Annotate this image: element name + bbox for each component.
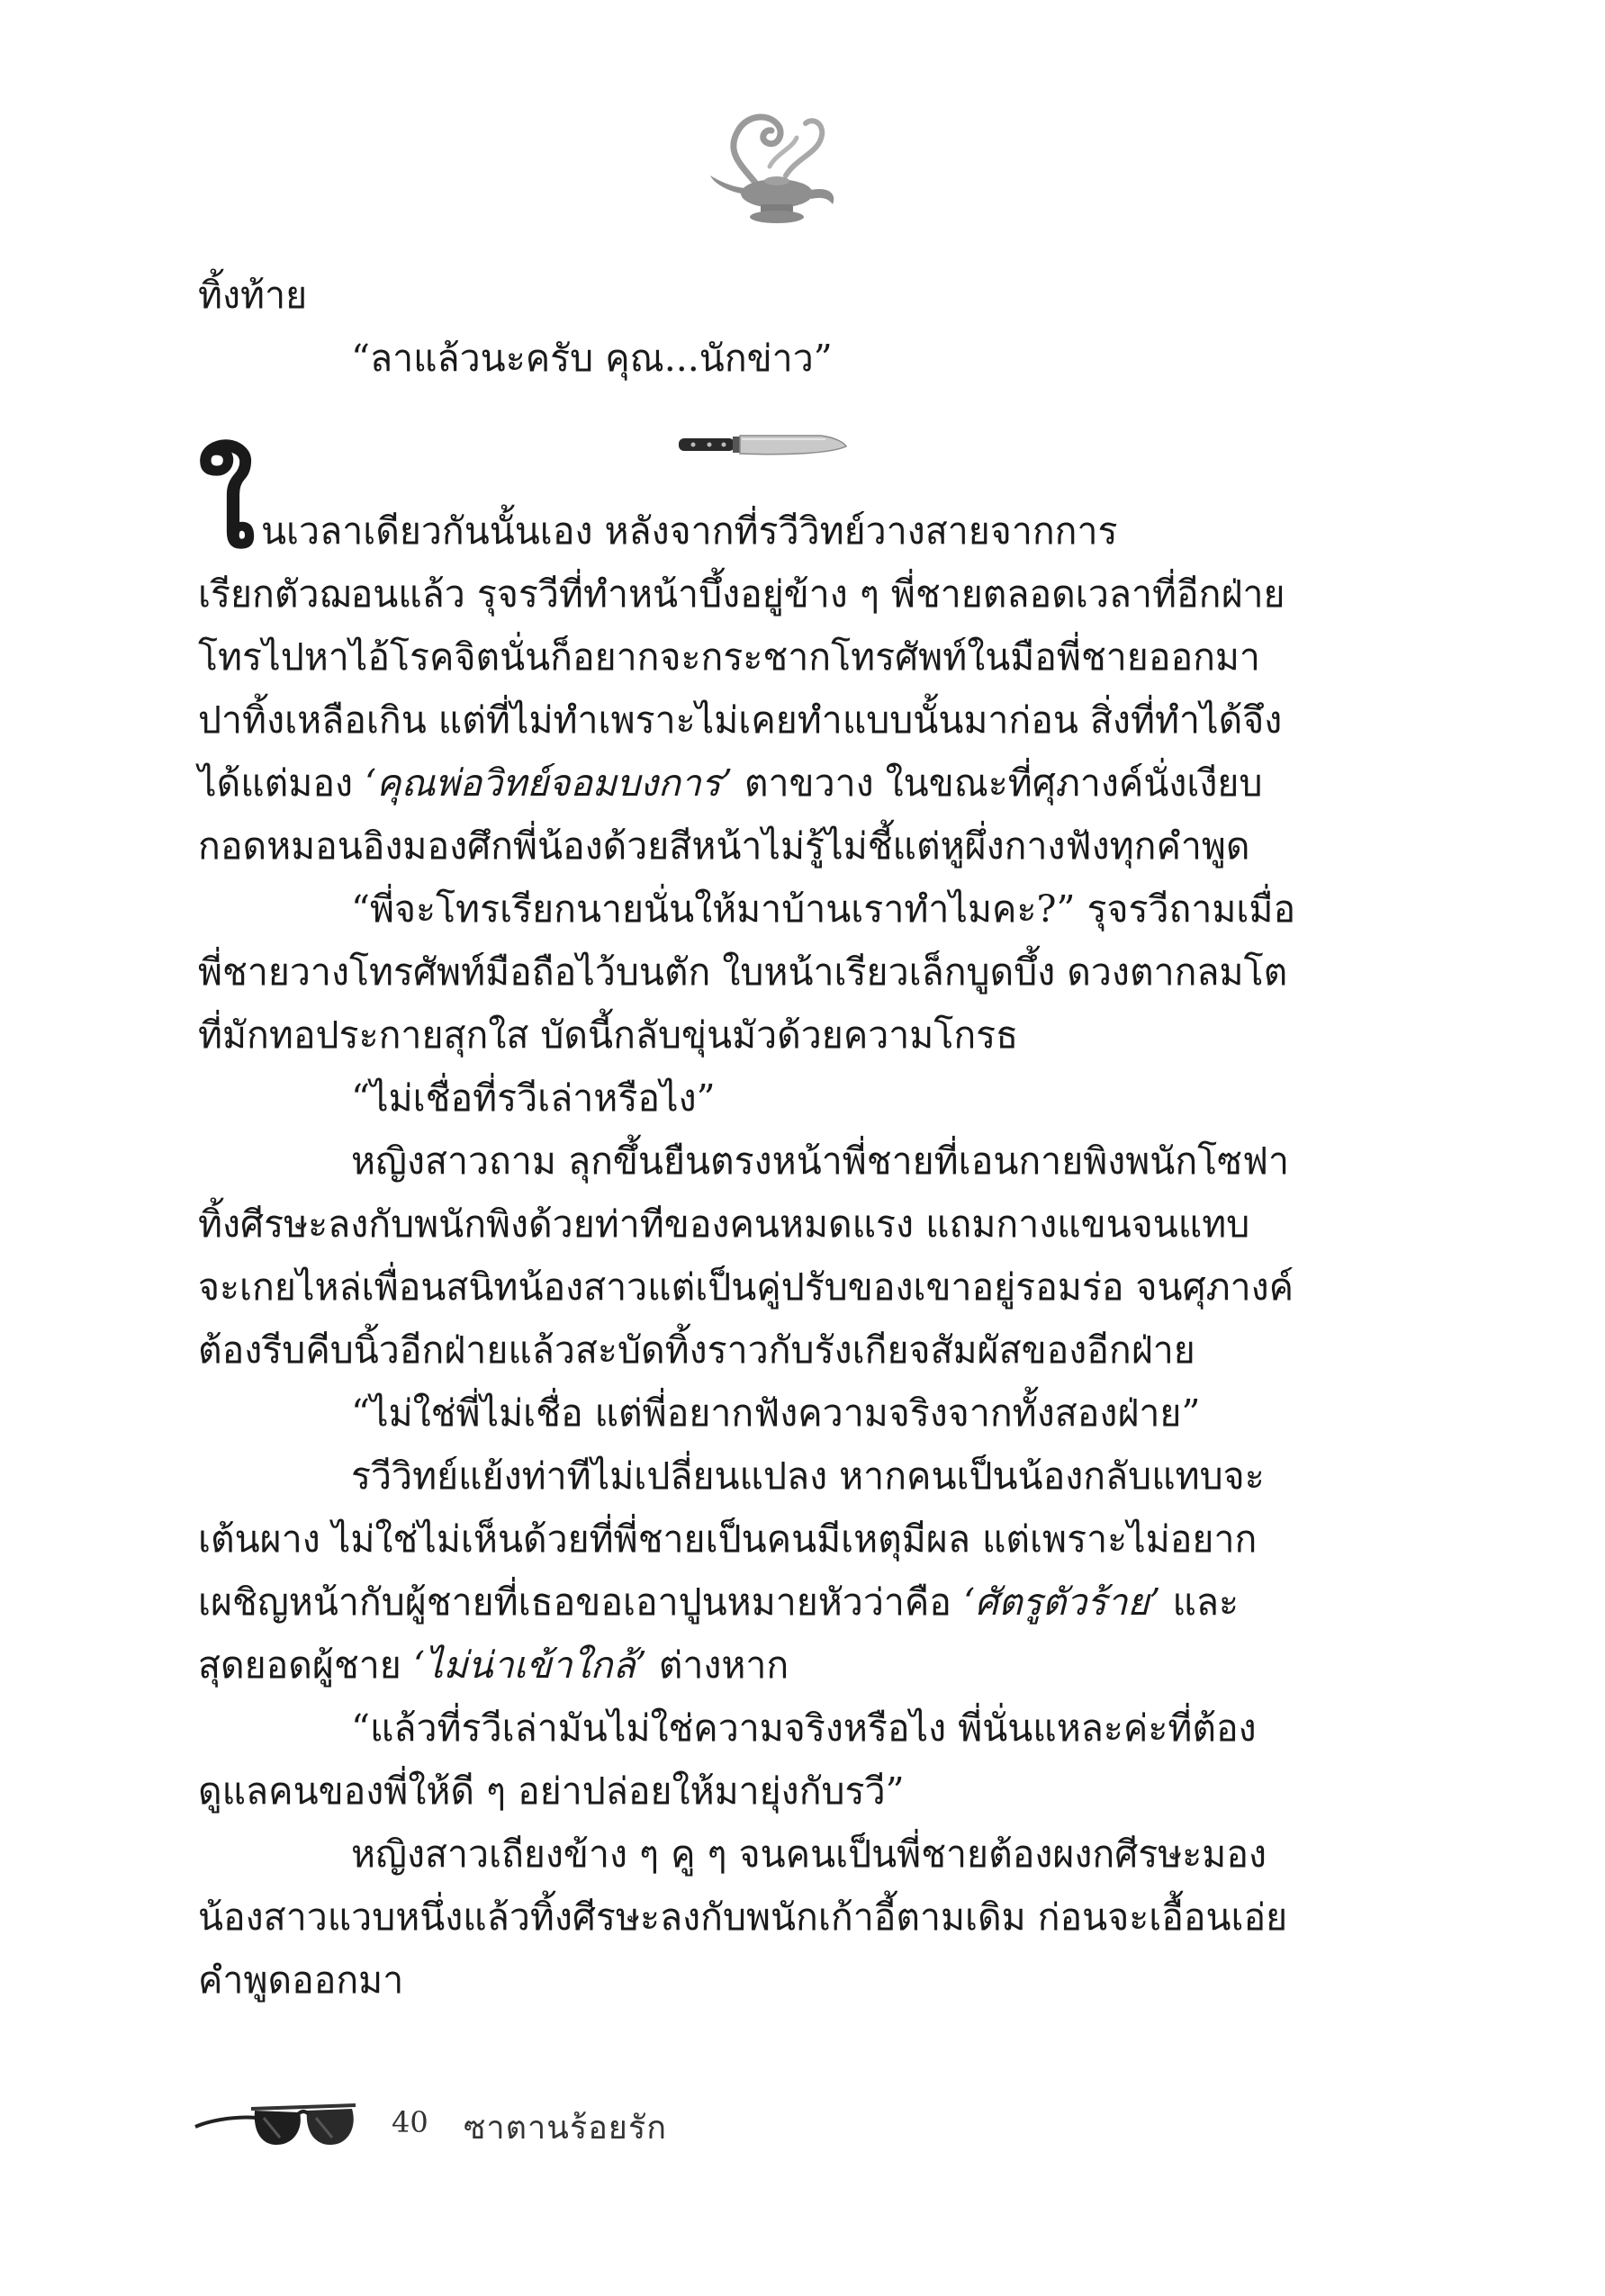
text-line: เรียกตัวฌอนแล้ว รุจรวีที่ทำหน้าบึ้งอยู่ข้าง ๆ พี่ชายตลอดเวลาที่อีกฝ่าย xyxy=(198,572,1285,616)
text-line: น้องสาวแวบหนึ่งแล้วทิ้งศีรษะลงกับพนักเก้าอี้ตามเดิม ก่อนจะเอื้อนเอ่ย xyxy=(198,1895,1288,1939)
text-line: ที่มักทอประกายสุกใส บัดนี้กลับขุ่นมัวด้วยความโกรธ xyxy=(198,1013,1019,1057)
text-line xyxy=(198,1634,1323,1697)
text-line: “แล้วที่รวีเล่ามันไม่ใช่ความจริงหรือไง พี่นั่นแหละค่ะที่ต้อง xyxy=(351,1706,1257,1750)
text-line xyxy=(198,1571,1323,1634)
text-line: โทรไปหาไอ้โรคจิตนั่นก็อยากจะกระชากโทรศัพท์ในมือพี่ชายออกมา xyxy=(198,635,1260,679)
italic-phrase: ‘ไม่น่าเข้าใกล้’ xyxy=(412,1643,647,1687)
main-text xyxy=(198,437,1323,2012)
text-segment: ต่างหาก xyxy=(646,1643,789,1687)
text-segment: ได้แต่มอง xyxy=(198,761,365,805)
text-segment: เผชิญหน้ากับผู้ชายที่เธอขอเอาปูนหมายหัวว่าคือ xyxy=(198,1580,963,1624)
text-line: เต้นผาง ไม่ใช่ไม่เห็นด้วยที่พี่ชายเป็นคนมีเหตุมีผล แต่เพราะไม่อยาก xyxy=(198,1517,1258,1561)
text-segment: และ xyxy=(1160,1580,1240,1624)
text-line: รวีวิทย์แย้งท่าทีไม่เปลี่ยนแปลง หากคนเป็นน้องกลับแทบจะ xyxy=(351,1454,1265,1498)
text-line: “พี่จะโทรเรียกนายนั่นให้มาบ้านเราทำไมคะ?” รุจรวีถามเมื่อ xyxy=(351,887,1296,931)
text-line: “ไม่ใช่พี่ไม่เชื่อ แต่พี่อยากฟังความจริงจากทั้งสองฝ่าย” xyxy=(351,1391,1201,1435)
text-segment: สุดยอดผู้ชาย xyxy=(198,1643,413,1687)
first-line xyxy=(198,437,1323,574)
text-line: คำพูดออกมา xyxy=(198,1958,404,2002)
page-number: 40 xyxy=(392,2105,428,2139)
italic-phrase: ‘ศัตรูตัวร้าย’ xyxy=(962,1580,1161,1624)
book-title: ซาตานร้อยรัก xyxy=(464,2110,668,2147)
first-line-text: นเวลาเดียวกันนั้นเอง หลังจากที่รวีวิทย์วางสายจากการ xyxy=(261,509,1118,553)
opening-text xyxy=(198,264,1323,390)
sunglasses-icon xyxy=(194,2093,365,2156)
text-line: กอดหมอนอิงมองศึกพี่น้องด้วยสีหน้าไม่รู้ไม่ชี้แต่หูผึ่งกางฟังทุกคำพูด xyxy=(198,824,1250,868)
page-footer xyxy=(194,2093,824,2156)
knife-icon xyxy=(677,430,848,459)
text-line: จะเกยไหล่เพื่อนสนิทน้องสาวแต่เป็นคู่ปรับของเขาอยู่รอมร่อ จนศุภางค์ xyxy=(198,1265,1294,1309)
text-line: ทิ้งท้าย xyxy=(198,274,308,317)
text-line: พี่ชายวางโทรศัพท์มือถือไว้บนตัก ใบหน้าเรียวเล็กบูดบึ้ง ดวงตากลมโต xyxy=(198,950,1288,994)
drop-cap: ใ xyxy=(198,437,256,574)
text-line: ปาทิ้งเหลือเกิน แต่ที่ไม่ทำเพราะไม่เคยทำแบบนั้นมาก่อน สิ่งที่ทำได้จึง xyxy=(198,698,1283,742)
text-line: ทิ้งศีรษะลงกับพนักพิงด้วยท่าทีของคนหมดแรง แถมกางแขนจนแทบ xyxy=(198,1202,1250,1246)
text-line xyxy=(198,752,1323,815)
text-line: “ไม่เชื่อที่รวีเล่าหรือไง” xyxy=(351,1076,716,1120)
text-line: “ลาแล้วนะครับ คุณ...นักข่าว” xyxy=(351,337,833,380)
text-segment: ตาขวาง ในขณะที่ศุภางค์นั่งเงียบ xyxy=(732,761,1263,805)
text-line: ดูแลคนของพี่ให้ดี ๆ อย่าปล่อยให้มายุ่งกับรวี” xyxy=(198,1769,905,1813)
genie-lamp-icon xyxy=(707,104,846,230)
text-line: หญิงสาวเถียงข้าง ๆ คู ๆ จนคนเป็นพี่ชายต้องผงกศีรษะมอง xyxy=(351,1832,1267,1876)
text-line: ต้องรีบคีบนิ้วอีกฝ่ายแล้วสะบัดทิ้งราวกับรังเกียจสัมผัสของอีกฝ่าย xyxy=(198,1328,1195,1372)
italic-phrase: ‘คุณพ่อวิทย์จอมบงการ’ xyxy=(365,761,733,805)
text-line: หญิงสาวถาม ลุกขึ้นยืนตรงหน้าพี่ชายที่เอนกายพิงพนักโซฟา xyxy=(351,1139,1290,1183)
